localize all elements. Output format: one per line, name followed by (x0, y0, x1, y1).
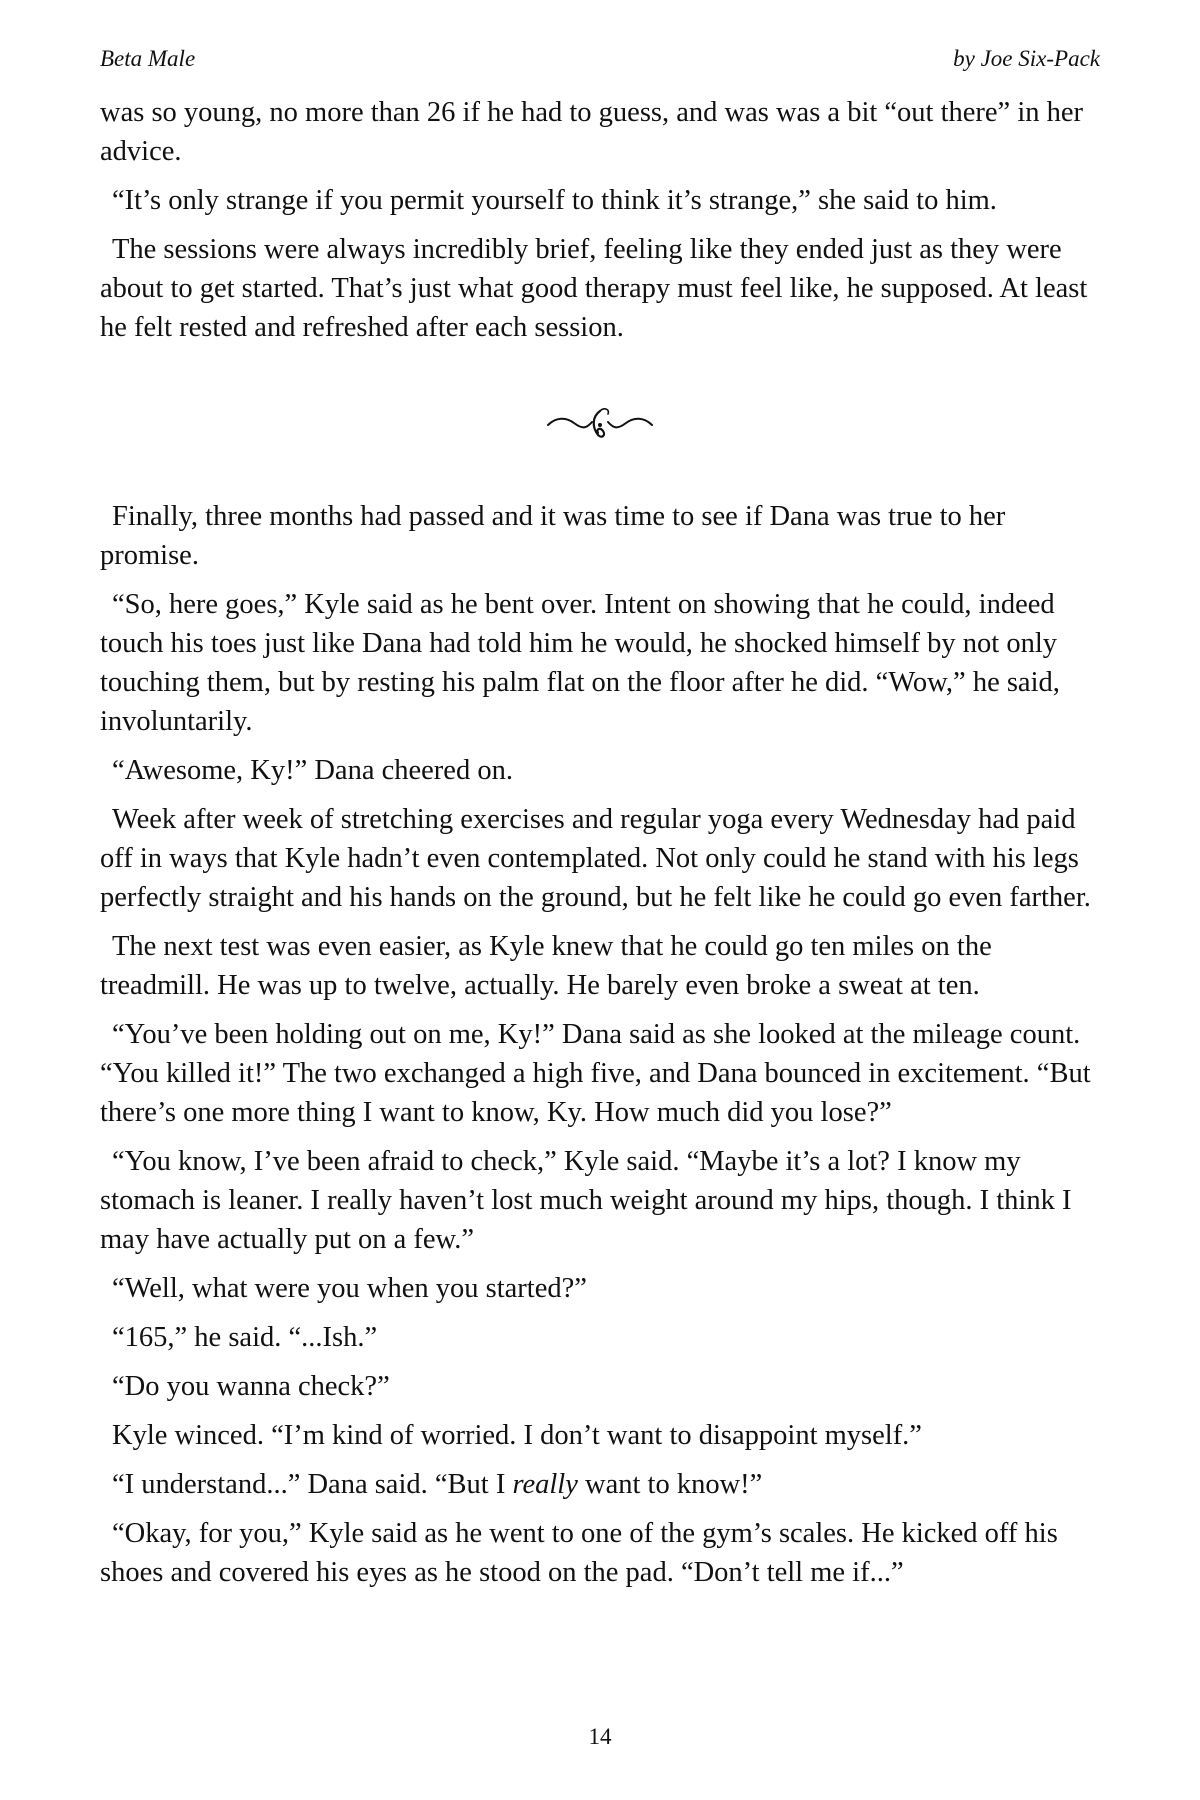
text-block-before-break (100, 93, 1100, 357)
page-number: 14 (588, 1724, 612, 1749)
paragraph: “So, here goes,” Kyle said as he bent over. Intent on showing that he could, indeed touch his toes just like Dana had told him he would, he shocked himself by not only touching them, but by resting his palm flat on the floor after he did. “Wow,” he said, involuntarily. (100, 589, 1060, 737)
paragraph: “165,” he said. “...Ish.” (112, 1322, 378, 1353)
author-credit: by Joe Six-Pack (953, 46, 1100, 71)
paragraph: Finally, three months had passed and it was time to see if Dana was true to her promise. (100, 501, 1006, 571)
text-block-after-break (100, 497, 1100, 1602)
paragraph: “You’ve been holding out on me, Ky!” Dana said as she looked at the mileage count. “You killed it!” The two exchanged a high five, and Dana bounced in excitement. “But there’s one more thing I want to know, Ky. How much did you lose?” (100, 1019, 1091, 1128)
paragraph: was so young, no more than 26 if he had to guess, and was was a bit “out there” in her advice. (100, 97, 1084, 167)
paragraph: Kyle winced. “I’m kind of worried. I don’t want to disappoint myself.” (112, 1420, 922, 1451)
flourish-ornament-icon (540, 405, 660, 441)
paragraph-text: “I understand...” Dana said. “But I (112, 1469, 513, 1500)
running-header (100, 46, 1100, 76)
paragraph-text: want to know!” (577, 1469, 763, 1500)
paragraph: “Awesome, Ky!” Dana cheered on. (112, 755, 513, 786)
emphasized-word: really (512, 1469, 578, 1500)
paragraph: The next test was even easier, as Kyle knew that he could go ten miles on the treadmill. He was up to twelve, actually. He barely even broke a sweat at ten. (100, 931, 992, 1001)
paragraph: “You know, I’ve been afraid to check,” Kyle said. “Maybe it’s a lot? I know my stomach is leaner. I really haven’t lost much weight around my hips, though. I think I may have actually put on a few.” (100, 1146, 1072, 1255)
book-title: Beta Male (100, 46, 196, 71)
paragraph: “Do you wanna check?” (112, 1371, 390, 1402)
paragraph: “Okay, for you,” Kyle said as he went to one of the gym’s scales. He kicked off his shoes and covered his eyes as he stood on the pad. “Don’t tell me if...” (100, 1518, 1058, 1588)
paragraph-with-emphasis (100, 1465, 1100, 1504)
paragraph: The sessions were always incredibly brief, feeling like they ended just as they were about to get started. That’s just what good therapy must feel like, he supposed. At least he felt rested and refreshed after each session. (100, 234, 1088, 343)
paragraph: “Well, what were you when you started?” (112, 1273, 587, 1304)
paragraph: Week after week of stretching exercises and regular yoga every Wednesday had paid off in ways that Kyle hadn’t even contemplated. Not only could he stand with his legs perfectly straight and his hands on the ground, but he felt like he could go even farther. (100, 804, 1091, 913)
paragraph: “It’s only strange if you permit yourself to think it’s strange,” she said to him. (112, 185, 997, 216)
